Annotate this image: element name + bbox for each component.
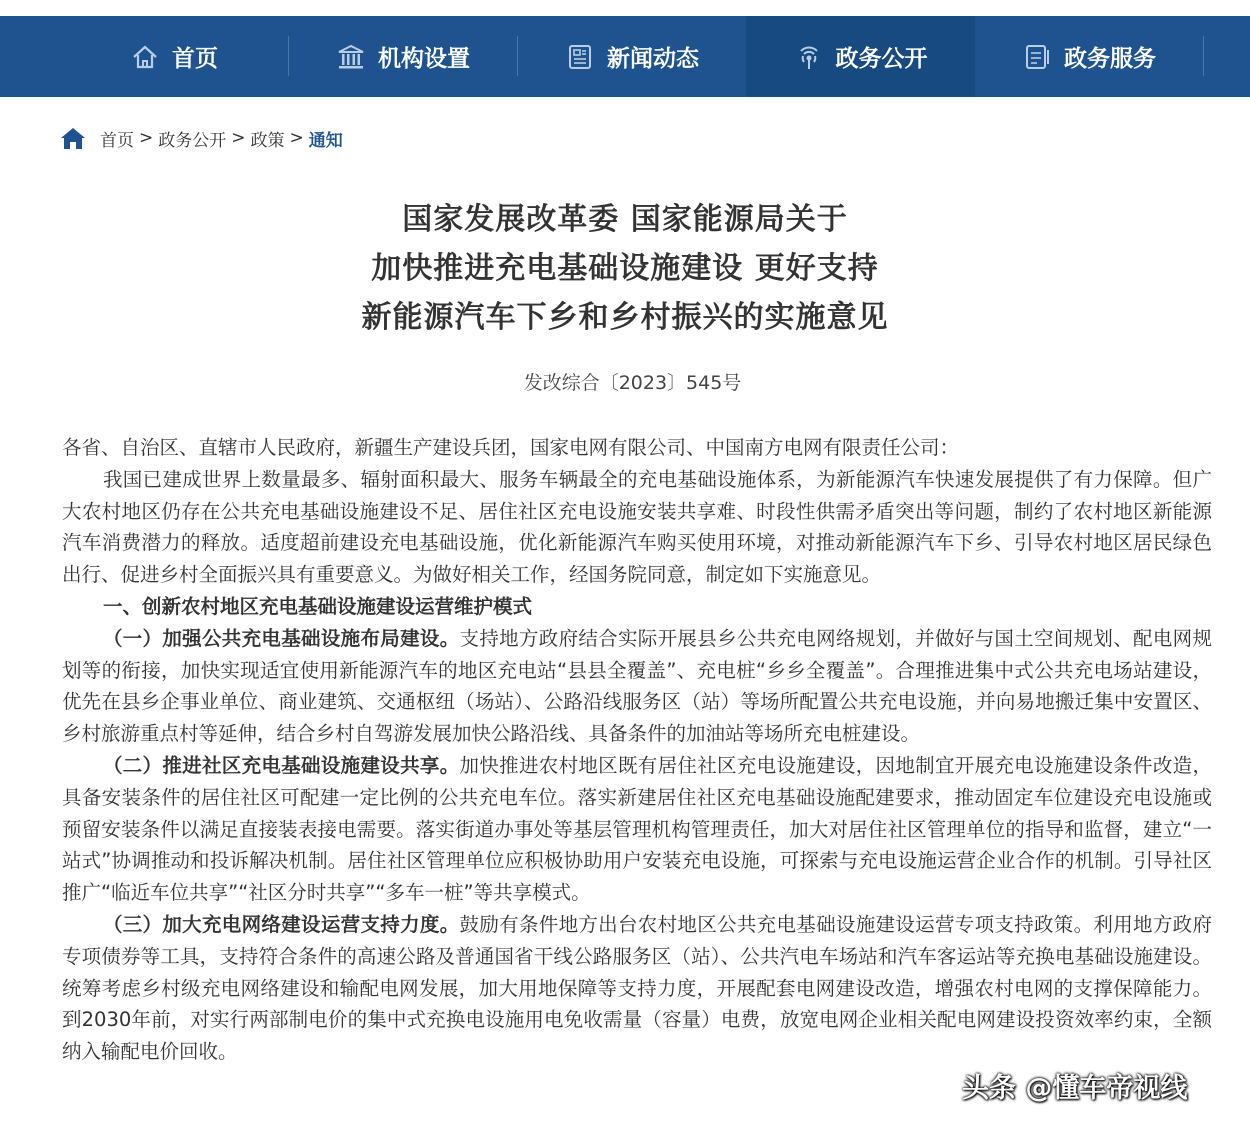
breadcrumb-separator: > [289, 128, 304, 148]
section-heading: 一、创新农村地区充电基础设施建设运营维护模式 [102, 594, 532, 618]
watermark: 头条 @懂车帝视线 [962, 1073, 1188, 1104]
institution-icon [336, 42, 366, 72]
breadcrumb [60, 124, 343, 152]
service-icon [1022, 42, 1052, 72]
breadcrumb-policy[interactable]: 政策 [250, 130, 285, 151]
nav-label-institution: 机构设置 [378, 46, 470, 72]
article-body [62, 432, 1212, 1068]
nav-item-institution[interactable] [289, 16, 517, 97]
nav-label-home: 首页 [172, 46, 218, 72]
broadcast-icon [794, 42, 824, 72]
nav-divider [1203, 36, 1204, 76]
top-strip [0, 0, 1250, 16]
item-heading: （一）加强公共充电基础设施布局建设。 [102, 626, 460, 650]
salutation: 各省、自治区、直辖市人民政府，新疆生产建设兵团，国家电网有限公司、中国南方电网有限责任公司： [62, 436, 960, 459]
nav-label-public-affairs: 政务公开 [835, 46, 928, 72]
nav-label-news: 新闻动态 [607, 46, 699, 72]
breadcrumb-separator: > [231, 128, 246, 148]
home-icon[interactable] [60, 126, 86, 150]
paragraph-item-1 [62, 623, 1212, 750]
item-text: 支持地方政府结合实际开展县乡公共充电网络规划，并做好与国土空间规划、配电网规划等的衔接，加快实现适宜使用新能源汽车的地区充电站“县县全覆盖”、充电桩“乡乡全覆盖”。合理推进集中式公共充电场站建设，优先在县乡企事业单位、商业建筑、交通枢纽（场站）、公路沿线服务区（站）等场所配置公共充电设施，并向易地搬迁集中安置区、乡村旅游重点村等延伸，结合乡村自驾游发展加快公路沿线、具备条件的加油站等场所充电桩建设。 [62, 626, 1212, 746]
item-heading: （二）推进社区充电基础设施建设共享。 [102, 753, 460, 777]
item-text: 鼓励有条件地方出台农村地区公共充电基础设施建设运营专项支持政策。利用地方政府专项债券等工具，支持符合条件的高速公路及普通国省干线公路服务区（站）、公共汽电车场站和汽车客运站等充换电基础设施建设。统筹考虑乡村级充电网络建设和输配电网发展，加大用地保障等支持力度，开展配套电网建设改造，增强农村电网的支撑保障能力。到2030年前，对实行两部制电价的集中式充换电设施用电免收需量（容量）电费，放宽电网企业相关配电网建设投资效率约束，全额纳入输配电价回收。 [62, 912, 1212, 1064]
breadcrumb-public-affairs[interactable]: 政务公开 [158, 130, 227, 151]
paragraph-item-2 [62, 750, 1212, 909]
nav-item-service[interactable] [975, 16, 1203, 97]
home-icon [130, 42, 160, 72]
item-text: 加快推进农村地区既有居住社区充电设施建设，因地制宜开展充电设施建设条件改造，具备安装条件的居住社区可配建一定比例的公共充电车位。落实新建居住社区充电基础设施配建要求，推动固定车位建设充电设施或预留安装条件以满足直接装表接电需要。落实街道办事处等基层管理机构管理责任，加大对居住社区管理单位的指导和监督，建立“一站式”协调推动和投诉解决机制。居住社区管理单位应积极协助用户安装充电设施，可探索与充电设施运营企业合作的机制。引导社区推广“临近车位共享”“社区分时共享”“多车一桩”等共享模式。 [62, 753, 1212, 905]
nav-item-home[interactable] [60, 16, 288, 97]
nav-item-news[interactable] [518, 16, 746, 97]
item-heading: （三）加大充电网络建设运营支持力度。 [102, 912, 460, 936]
news-icon [565, 42, 595, 72]
main-nav [0, 16, 1250, 97]
page-title-line-1: 国家发展改革委 国家能源局关于 [402, 202, 848, 237]
breadcrumb-current: 通知 [308, 130, 343, 151]
nav-item-public-affairs[interactable] [746, 16, 975, 97]
breadcrumb-separator: > [139, 128, 154, 148]
breadcrumb-home[interactable]: 首页 [100, 130, 134, 151]
page-title-line-2: 加快推进充电基础设施建设 更好支持 [371, 251, 879, 286]
paragraph-item-3 [62, 909, 1212, 1068]
page-title-line-3: 新能源汽车下乡和乡村振兴的实施意见 [361, 300, 889, 335]
nav-label-service: 政务服务 [1064, 46, 1156, 72]
intro-paragraph: 我国已建成世界上数量最多、辐射面积最大、服务车辆最全的充电基础设施体系，为新能源汽车快速发展提供了有力保障。但广大农村地区仍存在公共充电基础设施建设不足、居住社区充电设施安装共享难、时段性供需矛盾突出等问题，制约了农村地区新能源汽车消费潜力的释放。适度超前建设充电基础设施，优化新能源汽车购买使用环境，对推动新能源汽车下乡、引导农村地区居民绿色出行、促进乡村全面振兴具有重要意义。为做好相关工作，经国务院同意，制定如下实施意见。 [62, 467, 1212, 587]
document-number: 发改综合〔2023〕545号 [523, 372, 742, 394]
